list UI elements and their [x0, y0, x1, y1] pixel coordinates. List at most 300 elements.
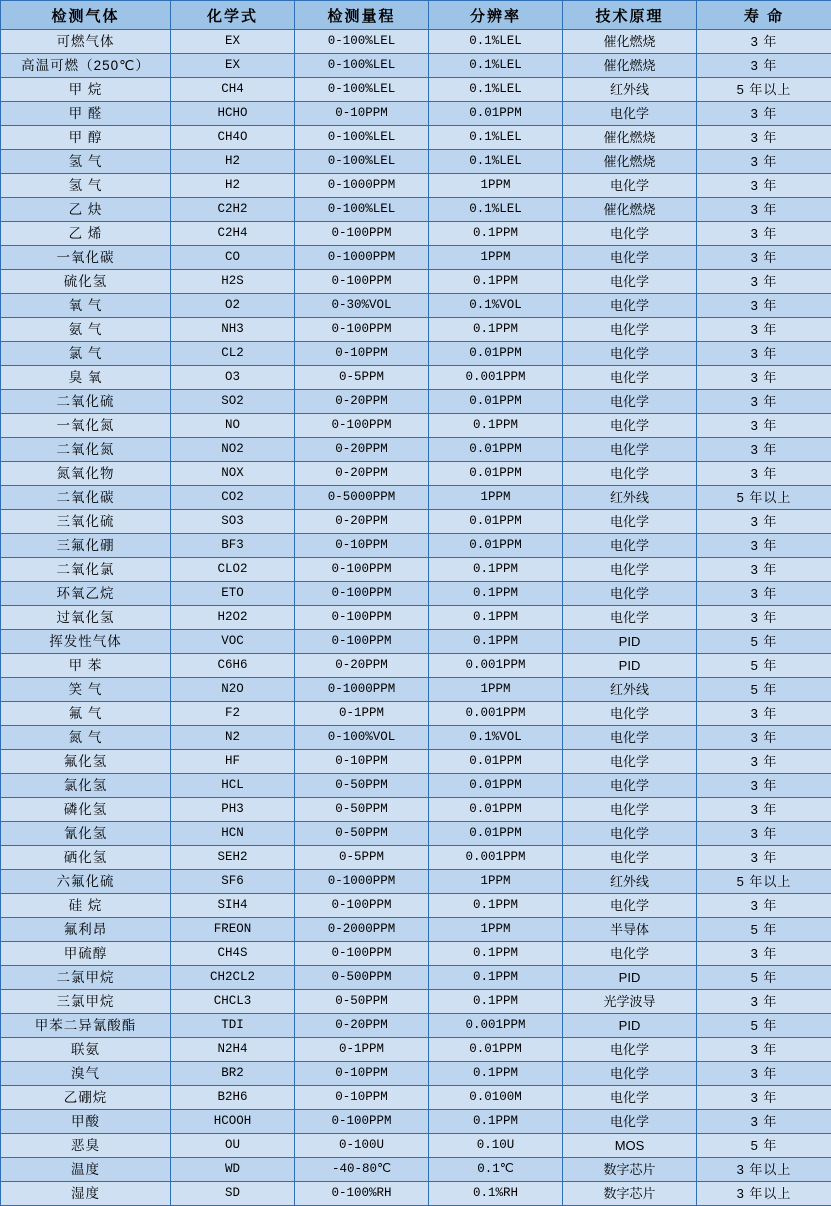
cell-technical-principle: 电化学	[563, 366, 697, 390]
cell-gas-name: 联氨	[1, 1038, 171, 1062]
cell-resolution: 0.1PPM	[429, 270, 563, 294]
cell-chemical-formula: H2S	[171, 270, 295, 294]
cell-detection-range: 0-100PPM	[295, 558, 429, 582]
cell-service-life: 3 年	[697, 750, 831, 774]
cell-chemical-formula: CH4S	[171, 942, 295, 966]
cell-gas-name: 氮 气	[1, 726, 171, 750]
cell-detection-range: 0-10PPM	[295, 534, 429, 558]
cell-chemical-formula: SO3	[171, 510, 295, 534]
cell-chemical-formula: NO	[171, 414, 295, 438]
cell-detection-range: 0-1PPM	[295, 1038, 429, 1062]
table-row	[1, 918, 831, 942]
cell-chemical-formula: C2H4	[171, 222, 295, 246]
cell-service-life: 5 年	[697, 918, 831, 942]
table-row	[1, 342, 831, 366]
cell-service-life: 3 年	[697, 582, 831, 606]
cell-chemical-formula: CO2	[171, 486, 295, 510]
cell-service-life: 3 年	[697, 414, 831, 438]
cell-chemical-formula: B2H6	[171, 1086, 295, 1110]
cell-detection-range: 0-20PPM	[295, 510, 429, 534]
cell-gas-name: 乙硼烷	[1, 1086, 171, 1110]
cell-technical-principle: 电化学	[563, 534, 697, 558]
cell-detection-range: 0-100%LEL	[295, 150, 429, 174]
cell-gas-name: 三氟化硼	[1, 534, 171, 558]
cell-resolution: 0.1PPM	[429, 1110, 563, 1134]
column-header-resolution: 分辨率	[429, 1, 563, 30]
cell-resolution: 0.1PPM	[429, 222, 563, 246]
cell-chemical-formula: BR2	[171, 1062, 295, 1086]
cell-detection-range: 0-5PPM	[295, 846, 429, 870]
cell-service-life: 3 年	[697, 438, 831, 462]
table-row	[1, 1110, 831, 1134]
cell-gas-name: 三氧化硫	[1, 510, 171, 534]
cell-technical-principle: PID	[563, 966, 697, 990]
cell-service-life: 3 年	[697, 462, 831, 486]
cell-service-life: 5 年以上	[697, 486, 831, 510]
table-row	[1, 894, 831, 918]
cell-detection-range: 0-100PPM	[295, 942, 429, 966]
cell-gas-name: 甲苯二异氰酸酯	[1, 1014, 171, 1038]
cell-technical-principle: 电化学	[563, 582, 697, 606]
cell-chemical-formula: C6H6	[171, 654, 295, 678]
cell-technical-principle: 电化学	[563, 462, 697, 486]
cell-chemical-formula: HCN	[171, 822, 295, 846]
cell-gas-name: 氟化氢	[1, 750, 171, 774]
cell-detection-range: 0-10PPM	[295, 1086, 429, 1110]
cell-resolution: 0.1PPM	[429, 630, 563, 654]
cell-technical-principle: 电化学	[563, 270, 697, 294]
table-row	[1, 774, 831, 798]
table-row	[1, 822, 831, 846]
table-row	[1, 1134, 831, 1158]
table-row	[1, 870, 831, 894]
cell-service-life: 3 年	[697, 30, 831, 54]
cell-chemical-formula: C2H2	[171, 198, 295, 222]
cell-service-life: 3 年	[697, 1062, 831, 1086]
cell-resolution: 1PPM	[429, 174, 563, 198]
cell-chemical-formula: N2	[171, 726, 295, 750]
cell-technical-principle: 数字芯片	[563, 1158, 697, 1182]
table-row	[1, 198, 831, 222]
cell-resolution: 0.1%LEL	[429, 78, 563, 102]
cell-service-life: 3 年	[697, 894, 831, 918]
cell-detection-range: 0-20PPM	[295, 438, 429, 462]
table-row	[1, 270, 831, 294]
cell-service-life: 3 年	[697, 150, 831, 174]
cell-detection-range: 0-100PPM	[295, 270, 429, 294]
table-row	[1, 390, 831, 414]
cell-resolution: 0.01PPM	[429, 1038, 563, 1062]
cell-service-life: 3 年	[697, 534, 831, 558]
cell-resolution: 0.1PPM	[429, 966, 563, 990]
cell-technical-principle: 催化燃烧	[563, 54, 697, 78]
cell-resolution: 0.1PPM	[429, 558, 563, 582]
cell-detection-range: 0-1000PPM	[295, 174, 429, 198]
table-row	[1, 30, 831, 54]
cell-technical-principle: 催化燃烧	[563, 198, 697, 222]
table-row	[1, 126, 831, 150]
table-row	[1, 750, 831, 774]
cell-gas-name: 氧 气	[1, 294, 171, 318]
cell-service-life: 3 年	[697, 54, 831, 78]
cell-chemical-formula: FREON	[171, 918, 295, 942]
cell-detection-range: 0-100%LEL	[295, 54, 429, 78]
cell-technical-principle: 红外线	[563, 486, 697, 510]
cell-detection-range: 0-100PPM	[295, 1110, 429, 1134]
cell-detection-range: 0-20PPM	[295, 1014, 429, 1038]
cell-technical-principle: 电化学	[563, 798, 697, 822]
cell-resolution: 0.1PPM	[429, 318, 563, 342]
cell-service-life: 3 年	[697, 774, 831, 798]
cell-chemical-formula: N2H4	[171, 1038, 295, 1062]
cell-detection-range: 0-1000PPM	[295, 246, 429, 270]
cell-resolution: 1PPM	[429, 246, 563, 270]
cell-resolution: 1PPM	[429, 870, 563, 894]
table-row	[1, 1086, 831, 1110]
cell-detection-range: 0-100%RH	[295, 1182, 429, 1206]
table-row	[1, 966, 831, 990]
cell-service-life: 5 年	[697, 654, 831, 678]
cell-service-life: 3 年	[697, 846, 831, 870]
cell-gas-name: 硒化氢	[1, 846, 171, 870]
cell-gas-name: 氨 气	[1, 318, 171, 342]
cell-technical-principle: 催化燃烧	[563, 150, 697, 174]
cell-gas-name: 氯化氢	[1, 774, 171, 798]
cell-detection-range: 0-1000PPM	[295, 678, 429, 702]
cell-resolution: 0.1PPM	[429, 942, 563, 966]
cell-technical-principle: 红外线	[563, 678, 697, 702]
cell-technical-principle: 电化学	[563, 894, 697, 918]
cell-chemical-formula: H2	[171, 174, 295, 198]
cell-service-life: 3 年	[697, 1038, 831, 1062]
cell-detection-range: 0-100%LEL	[295, 126, 429, 150]
column-header-principle: 技术原理	[563, 1, 697, 30]
cell-technical-principle: PID	[563, 654, 697, 678]
cell-gas-name: 恶臭	[1, 1134, 171, 1158]
cell-technical-principle: 电化学	[563, 1110, 697, 1134]
cell-resolution: 0.01PPM	[429, 510, 563, 534]
cell-technical-principle: 电化学	[563, 318, 697, 342]
cell-technical-principle: 电化学	[563, 438, 697, 462]
cell-detection-range: 0-50PPM	[295, 798, 429, 822]
cell-resolution: 0.01PPM	[429, 750, 563, 774]
cell-gas-name: 磷化氢	[1, 798, 171, 822]
cell-service-life: 3 年以上	[697, 1182, 831, 1206]
table-body	[1, 30, 831, 1206]
cell-technical-principle: 电化学	[563, 606, 697, 630]
cell-resolution: 0.001PPM	[429, 846, 563, 870]
cell-gas-name: 甲硫醇	[1, 942, 171, 966]
cell-service-life: 3 年	[697, 198, 831, 222]
cell-gas-name: 可燃气体	[1, 30, 171, 54]
cell-technical-principle: 电化学	[563, 726, 697, 750]
cell-chemical-formula: N2O	[171, 678, 295, 702]
cell-detection-range: 0-100PPM	[295, 582, 429, 606]
cell-technical-principle: 红外线	[563, 870, 697, 894]
table-row	[1, 534, 831, 558]
table-row	[1, 174, 831, 198]
cell-detection-range: 0-30%VOL	[295, 294, 429, 318]
cell-chemical-formula: O3	[171, 366, 295, 390]
cell-service-life: 3 年	[697, 390, 831, 414]
cell-chemical-formula: CL2	[171, 342, 295, 366]
table-row	[1, 486, 831, 510]
column-header-life: 寿 命	[697, 1, 831, 30]
cell-resolution: 0.01PPM	[429, 390, 563, 414]
cell-technical-principle: 电化学	[563, 750, 697, 774]
cell-technical-principle: 电化学	[563, 390, 697, 414]
table-row	[1, 366, 831, 390]
cell-detection-range: 0-100PPM	[295, 606, 429, 630]
table-row	[1, 798, 831, 822]
cell-chemical-formula: EX	[171, 30, 295, 54]
cell-gas-name: 甲 醇	[1, 126, 171, 150]
cell-resolution: 0.01PPM	[429, 342, 563, 366]
cell-gas-name: 甲酸	[1, 1110, 171, 1134]
cell-technical-principle: 电化学	[563, 702, 697, 726]
cell-service-life: 3 年	[697, 270, 831, 294]
cell-chemical-formula: HCL	[171, 774, 295, 798]
cell-chemical-formula: HCOOH	[171, 1110, 295, 1134]
table-row	[1, 558, 831, 582]
cell-detection-range: 0-50PPM	[295, 822, 429, 846]
cell-resolution: 0.1%LEL	[429, 54, 563, 78]
cell-technical-principle: MOS	[563, 1134, 697, 1158]
cell-resolution: 0.1%VOL	[429, 294, 563, 318]
table-row	[1, 942, 831, 966]
cell-gas-name: 氮氧化物	[1, 462, 171, 486]
table-row	[1, 78, 831, 102]
cell-resolution: 0.1PPM	[429, 414, 563, 438]
cell-gas-name: 氢 气	[1, 150, 171, 174]
table-row	[1, 726, 831, 750]
cell-chemical-formula: H2O2	[171, 606, 295, 630]
cell-detection-range: 0-100%VOL	[295, 726, 429, 750]
cell-service-life: 3 年	[697, 246, 831, 270]
cell-detection-range: 0-100PPM	[295, 318, 429, 342]
table-row	[1, 510, 831, 534]
table-row	[1, 582, 831, 606]
cell-service-life: 3 年	[697, 366, 831, 390]
table-row	[1, 318, 831, 342]
cell-detection-range: 0-5PPM	[295, 366, 429, 390]
cell-technical-principle: 电化学	[563, 774, 697, 798]
cell-detection-range: 0-100PPM	[295, 894, 429, 918]
cell-resolution: 0.1PPM	[429, 582, 563, 606]
cell-technical-principle: 电化学	[563, 246, 697, 270]
cell-detection-range: 0-20PPM	[295, 390, 429, 414]
table-row	[1, 246, 831, 270]
cell-gas-name: 环氧乙烷	[1, 582, 171, 606]
cell-chemical-formula: CO	[171, 246, 295, 270]
cell-service-life: 5 年	[697, 1134, 831, 1158]
cell-detection-range: 0-50PPM	[295, 990, 429, 1014]
cell-service-life: 3 年	[697, 1086, 831, 1110]
cell-gas-name: 氰化氢	[1, 822, 171, 846]
cell-gas-name: 氟利昂	[1, 918, 171, 942]
cell-technical-principle: 催化燃烧	[563, 126, 697, 150]
cell-detection-range: 0-100%LEL	[295, 198, 429, 222]
cell-chemical-formula: O2	[171, 294, 295, 318]
table-row	[1, 222, 831, 246]
cell-technical-principle: 电化学	[563, 558, 697, 582]
cell-resolution: 0.1PPM	[429, 606, 563, 630]
cell-resolution: 1PPM	[429, 678, 563, 702]
cell-technical-principle: 电化学	[563, 414, 697, 438]
cell-service-life: 3 年	[697, 942, 831, 966]
cell-technical-principle: 光学波导	[563, 990, 697, 1014]
cell-technical-principle: 电化学	[563, 510, 697, 534]
table-row	[1, 606, 831, 630]
cell-detection-range: 0-20PPM	[295, 462, 429, 486]
cell-service-life: 3 年	[697, 558, 831, 582]
cell-gas-name: 二氯甲烷	[1, 966, 171, 990]
cell-gas-name: 挥发性气体	[1, 630, 171, 654]
table-row	[1, 438, 831, 462]
cell-chemical-formula: SF6	[171, 870, 295, 894]
cell-gas-name: 氟 气	[1, 702, 171, 726]
cell-technical-principle: 电化学	[563, 1086, 697, 1110]
cell-chemical-formula: NO2	[171, 438, 295, 462]
cell-service-life: 3 年	[697, 606, 831, 630]
cell-gas-name: 二氧化氯	[1, 558, 171, 582]
cell-resolution: 0.001PPM	[429, 702, 563, 726]
cell-technical-principle: 电化学	[563, 822, 697, 846]
table-row	[1, 630, 831, 654]
table-row	[1, 846, 831, 870]
cell-detection-range: 0-100PPM	[295, 414, 429, 438]
cell-detection-range: 0-10PPM	[295, 102, 429, 126]
cell-resolution: 0.001PPM	[429, 366, 563, 390]
cell-service-life: 3 年	[697, 798, 831, 822]
header-row	[1, 1, 831, 30]
cell-chemical-formula: CH4	[171, 78, 295, 102]
table-row	[1, 678, 831, 702]
cell-service-life: 3 年	[697, 990, 831, 1014]
cell-service-life: 3 年	[697, 342, 831, 366]
cell-service-life: 3 年	[697, 318, 831, 342]
cell-chemical-formula: WD	[171, 1158, 295, 1182]
cell-service-life: 5 年以上	[697, 78, 831, 102]
table-row	[1, 102, 831, 126]
table-row	[1, 1014, 831, 1038]
cell-service-life: 3 年	[697, 294, 831, 318]
cell-resolution: 1PPM	[429, 486, 563, 510]
cell-resolution: 0.1%LEL	[429, 126, 563, 150]
cell-resolution: 0.01PPM	[429, 102, 563, 126]
cell-technical-principle: PID	[563, 1014, 697, 1038]
column-header-range: 检测量程	[295, 1, 429, 30]
cell-detection-range: 0-10PPM	[295, 342, 429, 366]
cell-resolution: 0.1PPM	[429, 894, 563, 918]
table-row	[1, 1158, 831, 1182]
cell-resolution: 0.10U	[429, 1134, 563, 1158]
table-row	[1, 150, 831, 174]
table-row	[1, 414, 831, 438]
cell-service-life: 5 年	[697, 1014, 831, 1038]
cell-chemical-formula: VOC	[171, 630, 295, 654]
cell-chemical-formula: ETO	[171, 582, 295, 606]
cell-gas-name: 二氧化氮	[1, 438, 171, 462]
cell-gas-name: 硅 烷	[1, 894, 171, 918]
cell-resolution: 1PPM	[429, 918, 563, 942]
cell-technical-principle: 催化燃烧	[563, 30, 697, 54]
cell-gas-name: 臭 氧	[1, 366, 171, 390]
cell-service-life: 3 年以上	[697, 1158, 831, 1182]
cell-chemical-formula: SEH2	[171, 846, 295, 870]
cell-gas-name: 一氧化碳	[1, 246, 171, 270]
cell-technical-principle: 电化学	[563, 222, 697, 246]
cell-chemical-formula: HF	[171, 750, 295, 774]
cell-resolution: 0.1PPM	[429, 990, 563, 1014]
cell-gas-name: 甲 苯	[1, 654, 171, 678]
cell-service-life: 3 年	[697, 126, 831, 150]
cell-gas-name: 湿度	[1, 1182, 171, 1206]
cell-chemical-formula: NOX	[171, 462, 295, 486]
cell-chemical-formula: TDI	[171, 1014, 295, 1038]
cell-service-life: 3 年	[697, 510, 831, 534]
cell-service-life: 5 年	[697, 966, 831, 990]
cell-resolution: 0.1%LEL	[429, 30, 563, 54]
table-row	[1, 702, 831, 726]
cell-resolution: 0.1%RH	[429, 1182, 563, 1206]
cell-detection-range: 0-100PPM	[295, 222, 429, 246]
cell-resolution: 0.1℃	[429, 1158, 563, 1182]
cell-resolution: 0.001PPM	[429, 1014, 563, 1038]
cell-technical-principle: 电化学	[563, 1038, 697, 1062]
cell-chemical-formula: NH3	[171, 318, 295, 342]
cell-gas-name: 过氧化氢	[1, 606, 171, 630]
cell-chemical-formula: CLO2	[171, 558, 295, 582]
cell-service-life: 3 年	[697, 102, 831, 126]
cell-technical-principle: 电化学	[563, 846, 697, 870]
cell-detection-range: 0-10PPM	[295, 1062, 429, 1086]
table-row	[1, 654, 831, 678]
cell-chemical-formula: F2	[171, 702, 295, 726]
cell-resolution: 0.01PPM	[429, 774, 563, 798]
cell-detection-range: 0-2000PPM	[295, 918, 429, 942]
cell-service-life: 5 年以上	[697, 870, 831, 894]
cell-gas-name: 高温可燃（250℃）	[1, 54, 171, 78]
cell-technical-principle: 电化学	[563, 174, 697, 198]
cell-detection-range: 0-100%LEL	[295, 78, 429, 102]
cell-resolution: 0.01PPM	[429, 438, 563, 462]
cell-resolution: 0.01PPM	[429, 822, 563, 846]
cell-chemical-formula: EX	[171, 54, 295, 78]
cell-resolution: 0.1%LEL	[429, 198, 563, 222]
cell-service-life: 3 年	[697, 222, 831, 246]
cell-chemical-formula: CH4O	[171, 126, 295, 150]
cell-service-life: 3 年	[697, 822, 831, 846]
cell-detection-range: 0-100U	[295, 1134, 429, 1158]
cell-gas-name: 温度	[1, 1158, 171, 1182]
cell-detection-range: 0-10PPM	[295, 750, 429, 774]
cell-technical-principle: PID	[563, 630, 697, 654]
cell-gas-name: 乙 烯	[1, 222, 171, 246]
cell-resolution: 0.01PPM	[429, 534, 563, 558]
cell-chemical-formula: CH2CL2	[171, 966, 295, 990]
table-row	[1, 990, 831, 1014]
cell-detection-range: -40-80℃	[295, 1158, 429, 1182]
cell-technical-principle: 数字芯片	[563, 1182, 697, 1206]
cell-chemical-formula: CHCL3	[171, 990, 295, 1014]
table-row	[1, 1038, 831, 1062]
cell-gas-name: 溴气	[1, 1062, 171, 1086]
cell-detection-range: 0-1PPM	[295, 702, 429, 726]
cell-chemical-formula: HCHO	[171, 102, 295, 126]
cell-service-life: 5 年	[697, 630, 831, 654]
cell-gas-name: 二氧化碳	[1, 486, 171, 510]
